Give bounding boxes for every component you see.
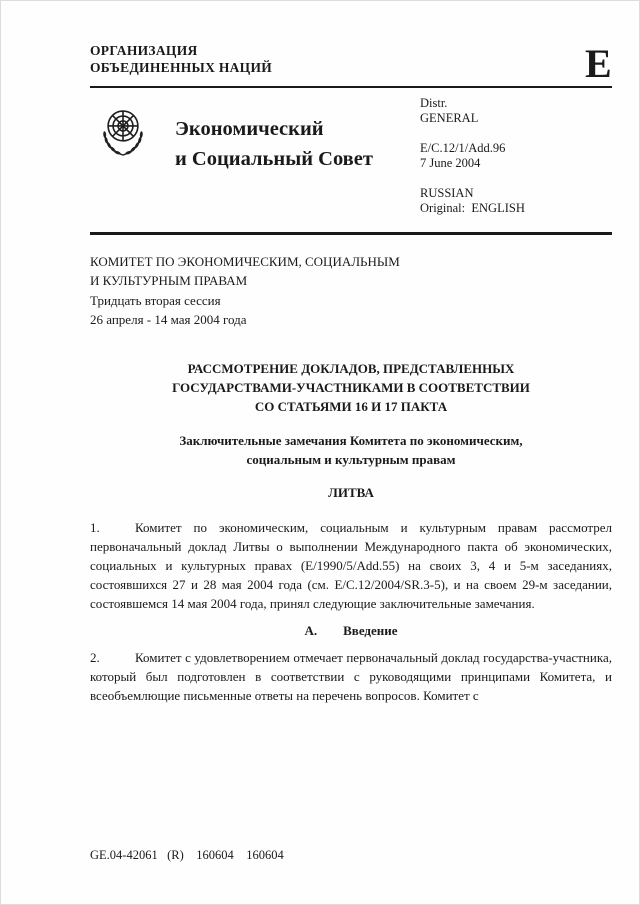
- country-heading: ЛИТВА: [328, 485, 374, 500]
- distr-value: GENERAL: [420, 111, 479, 125]
- committee-name: [90, 252, 612, 290]
- report-subtitle-line2: социальным и культурным правам: [246, 452, 456, 467]
- original-language-line: Original: ENGLISH: [420, 201, 525, 215]
- council-title-line1: Экономический: [175, 118, 324, 140]
- paragraph-1: [90, 518, 612, 613]
- distribution-block: [420, 96, 525, 231]
- report-title-line1: РАССМОТРЕНИЕ ДОКЛАДОВ, ПРЕДСТАВЛЕННЫХ: [187, 361, 515, 376]
- report-subtitle-line1: Заключительные замечания Комитета по экономическим,: [179, 433, 523, 448]
- paragraph-2-number: 2.: [90, 650, 100, 665]
- committee-name-line1: КОМИТЕТ ПО ЭКОНОМИЧЕСКИМ, СОЦИАЛЬНЫМ: [90, 254, 400, 269]
- report-subtitle: [90, 431, 612, 469]
- language-line: RUSSIAN: [420, 186, 474, 200]
- section-a-title: Введение: [343, 623, 398, 638]
- section-a-label: A.: [304, 623, 318, 638]
- masthead-rule: [90, 232, 612, 235]
- paragraph-1-number: 1.: [90, 520, 100, 535]
- document-body: [90, 252, 612, 705]
- paragraph-2-text: Комитет с удовлетворением отмечает первоначальный доклад государства-участника, который был подготовлен в соответствии с руководящими принципами Комитета, и всеобъемлющие письменные ответы на перечень вопросов. Комитет с: [90, 650, 612, 703]
- paragraph-2: [90, 648, 612, 705]
- org-name-line1: ОРГАНИЗАЦИЯ: [90, 43, 198, 58]
- document-series-letter: E: [585, 41, 612, 86]
- org-name: [90, 42, 272, 76]
- language-group: [420, 186, 525, 216]
- footer-reference: GE.04-42061 (R) 160604 160604: [90, 848, 284, 862]
- paragraph-1-text: Комитет по экономическим, социальным и культурным правам рассмотрел первоначальный доклад Литвы о выполнении Международного пакта об экономических, социальных и культурных правах (E/1990/5/Add.55) на своих 3, 4 и 5-м заседаниях, состоявшихся 27 и 28 мая 2004 года (см. E/C.12/2004/SR.3-5), и на своем 29-м заседании, состоявшемся 14 мая 2004 года, принял следующие заключительные замечания.: [90, 520, 612, 611]
- header-rule: [90, 86, 612, 88]
- council-title: [175, 114, 373, 174]
- report-title-line2: ГОСУДАРСТВАМИ-УЧАСТНИКАМИ В СООТВЕТСТВИИ: [172, 380, 530, 395]
- org-name-line2: ОБЪЕДИНЕННЫХ НАЦИЙ: [90, 60, 273, 75]
- section-a-heading: [90, 621, 612, 640]
- report-title-line3: СО СТАТЬЯМИ 16 И 17 ПАКТА: [254, 399, 448, 414]
- distr-label: Distr.: [420, 96, 448, 110]
- distr-group: [420, 96, 525, 126]
- doc-date: 7 June 2004: [420, 156, 481, 170]
- session-dates: 26 апреля - 14 мая 2004 года: [90, 312, 247, 327]
- committee-name-line2: И КУЛЬТУРНЫМ ПРАВАМ: [90, 273, 248, 288]
- report-title: [90, 359, 612, 416]
- council-title-line2: и Социальный Совет: [175, 148, 373, 170]
- doc-symbol: E/C.12/1/Add.96: [420, 141, 506, 155]
- session-number: Тридцать вторая сессия: [90, 293, 221, 308]
- un-emblem-icon: [92, 102, 154, 166]
- symbol-group: [420, 141, 525, 171]
